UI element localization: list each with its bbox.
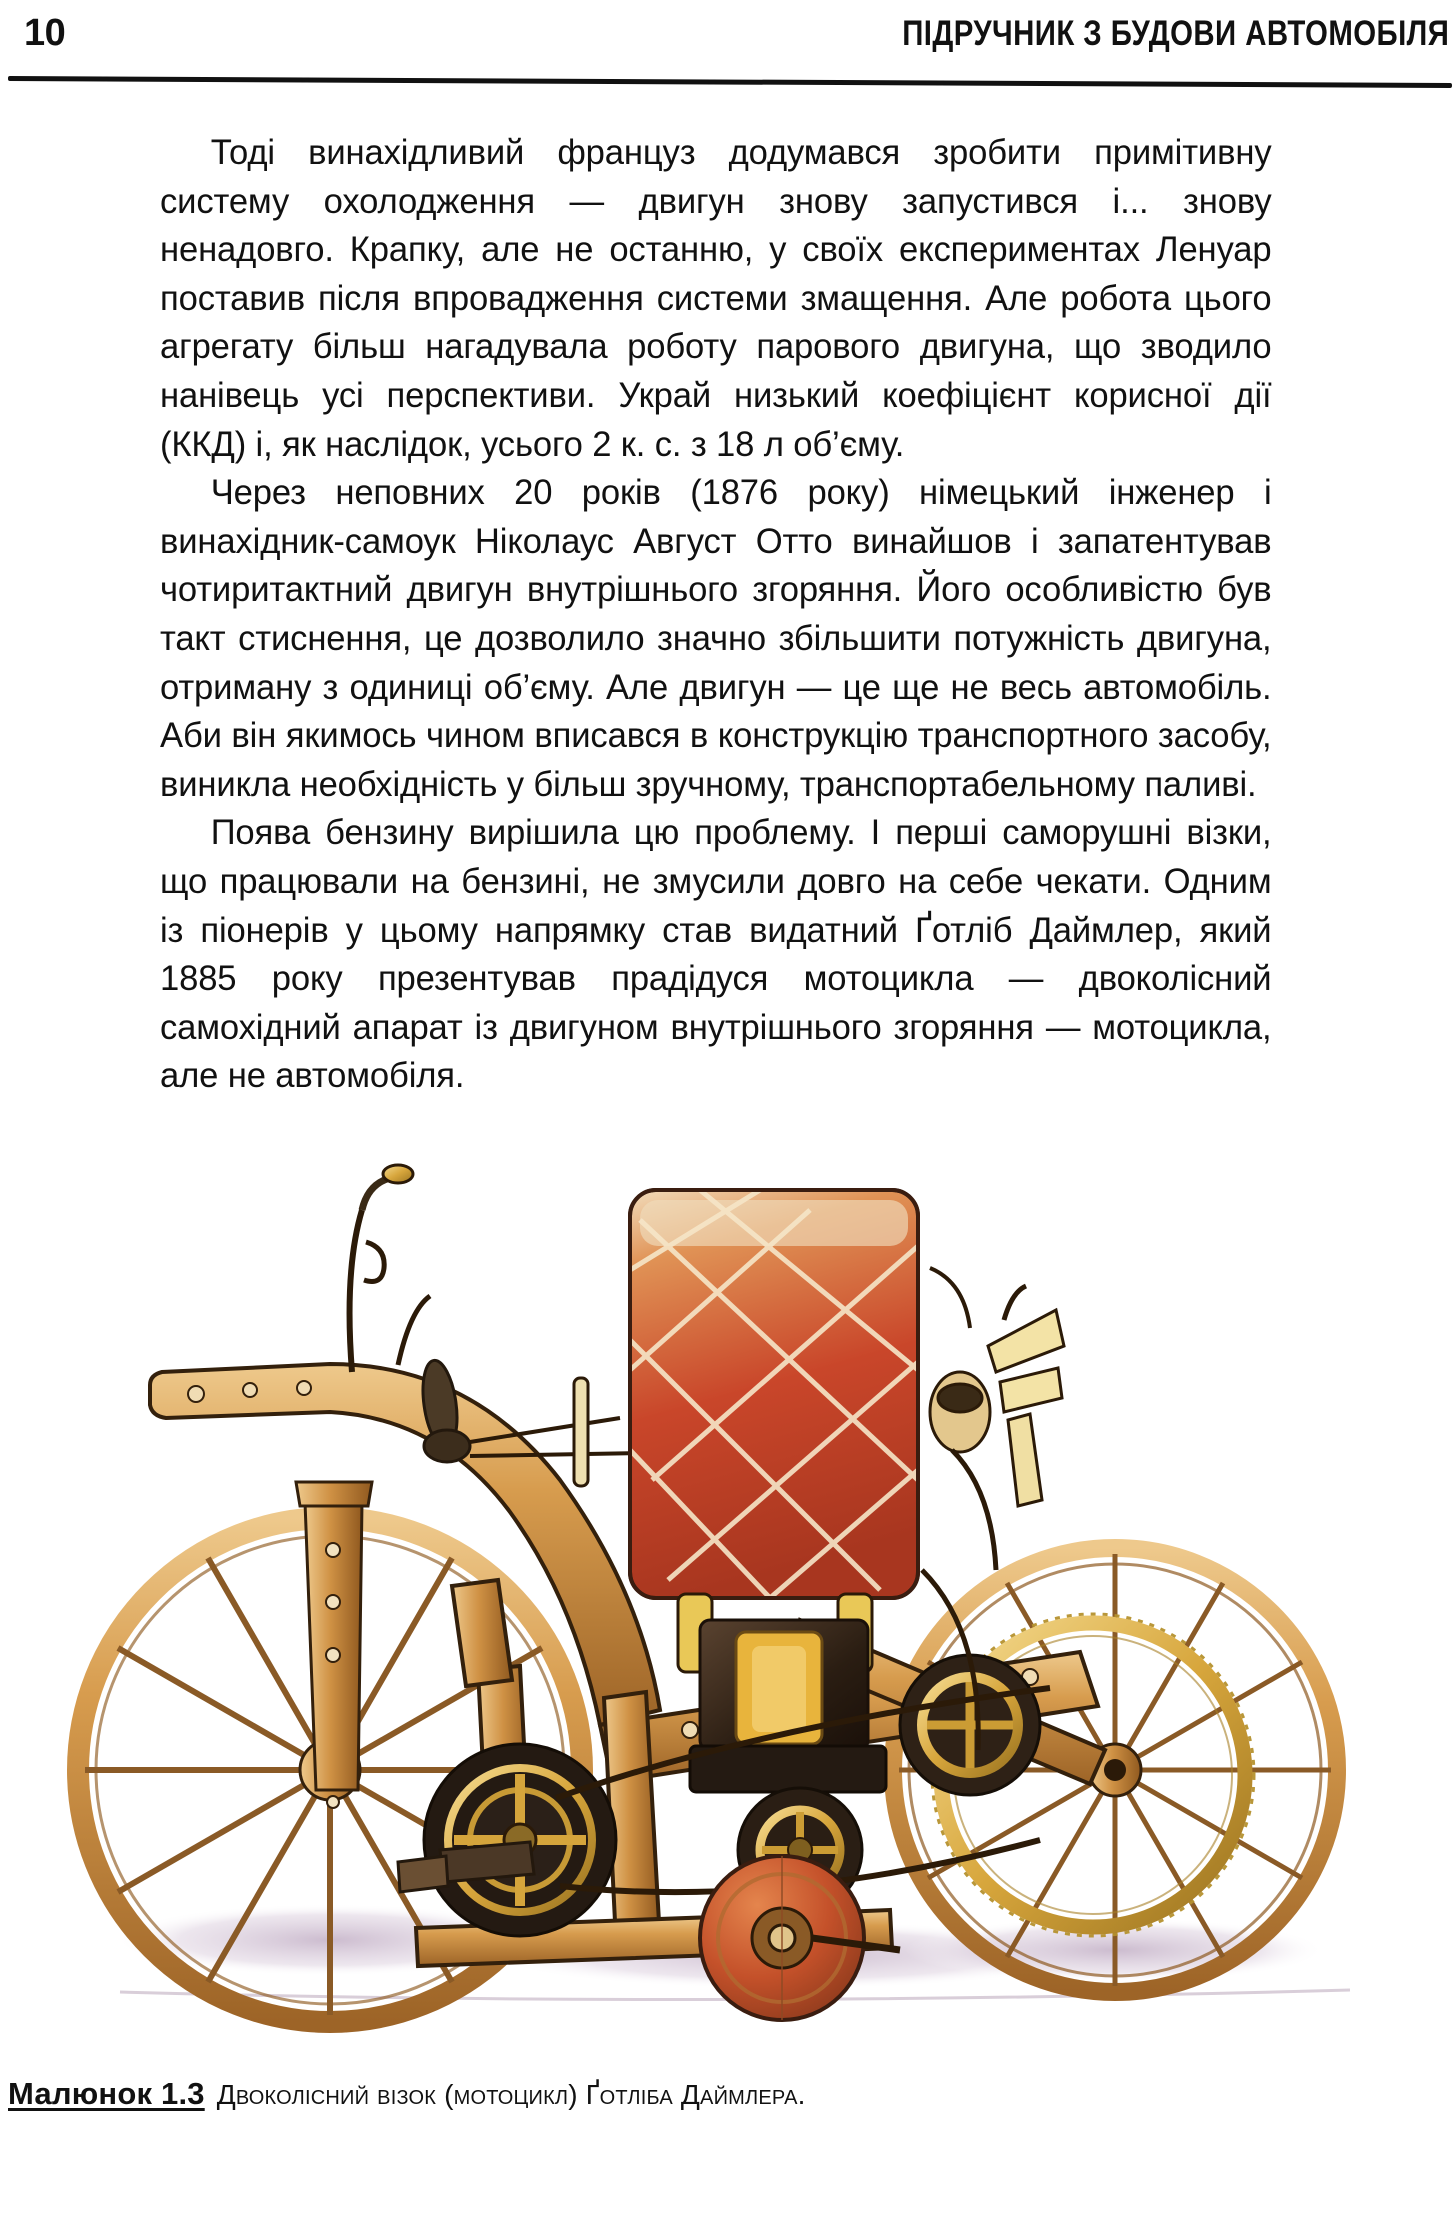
- leather-saddle: [630, 1190, 918, 1672]
- paragraph-2: Через неповних 20 років (1876 року) німецький інженер і винахідник-самоук Ніколаус Август Отто винайшов і запатентував чотиритактний двигун внутрішнього згоряння. Його особливістю був такт стиснення, це дозволило значно збільшити потужність двигуна, отриману з одиниці об’єму. Але двигун — це ще не весь автомобіль. Аби він якимось чином вписався в конструкцію транспортного засобу, виникла необхідність у більш зручному, транспортабельному паливі.: [160, 472, 1272, 804]
- page-number: 10: [24, 12, 66, 54]
- figure-caption: [8, 2076, 1308, 2113]
- paragraph-3: Поява бензину вирішила цю проблему. І перші саморушні візки, що працювали на бензині, не змусили довго на себе чекати. Одним із піонерів у цьому напрямку став видатний Ґотліб Даймлер, який 1885 року презентував прадідуся мотоцикла — двоколісний самохідний апарат із двигуном внутрішнього згоряння — мотоцикла, але не автомобіля.: [160, 812, 1272, 1096]
- figure-caption-label: Малюнок 1.3: [8, 2076, 205, 2111]
- paragraph-1: Тоді винахідливий француз додумався зробити примітивну систему охолодження — двигун знову запустився і... знову ненадовго. Крапку, але не останню, у своїх експериментах Ленуар поставив після впровадження системи змащення. Але робота цього агрегату більш нагадувала роботу парового двигуна, що зводило нанівець усі перспективи. Украй низький коефіцієнт корисної дії (ККД) і, як наслідок, усього 2 к. с. з 18 л об’єму.: [160, 132, 1272, 464]
- figure-1-3: [0, 1150, 1455, 2080]
- header-divider-rule: [8, 76, 1452, 88]
- body-text: [160, 128, 1300, 1100]
- page-header: [0, 0, 1455, 92]
- running-title: ПІДРУЧНИК З БУДОВИ АВТОМОБІЛЯ: [901, 14, 1449, 53]
- daimler-reitwagen-photo: [0, 1150, 1455, 2080]
- figure-caption-text: Двоколісний візок (мотоцикл) Ґотліба Даймлера.: [216, 2079, 806, 2110]
